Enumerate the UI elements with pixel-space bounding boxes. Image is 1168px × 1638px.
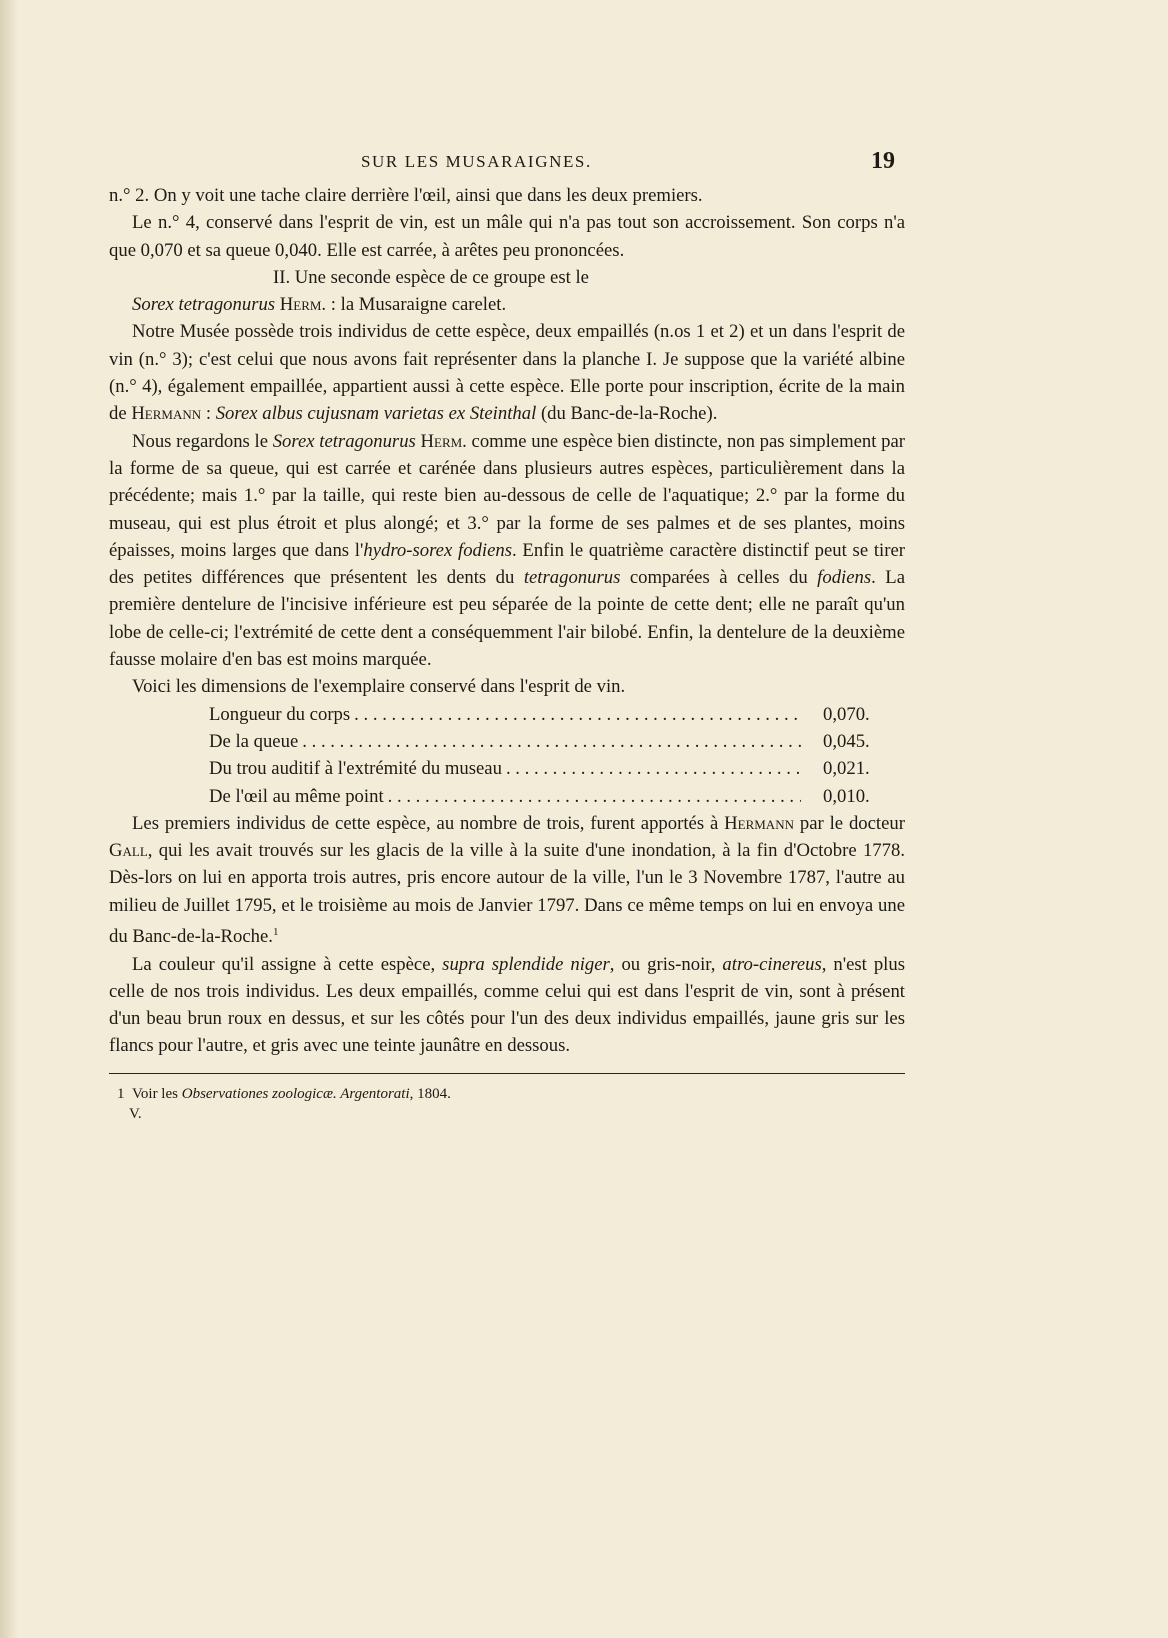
body-text-continued: [109, 810, 905, 1060]
paragraph-8: [109, 810, 905, 951]
text-span: La couleur qu'il assigne à cette espèce,: [132, 953, 443, 975]
species-name-line: [109, 291, 905, 318]
species-name: fodiens: [817, 567, 872, 589]
dimension-value: 0,045.: [823, 730, 870, 752]
dimension-row: [209, 755, 905, 782]
running-head: [109, 150, 905, 182]
footnote-marker: 1: [117, 1085, 125, 1102]
leader-dots: [388, 783, 801, 810]
footnote-rule: [109, 1073, 905, 1074]
author-abbrev: Herm.: [420, 430, 467, 452]
dimension-label: De l'œil au même point: [209, 785, 384, 807]
paragraph-2: Le n.° 4, conservé dans l'esprit de vin, est un mâle qui n'a pas tout son accroissement. Son corps n'a que 0,070 et sa queue 0,040. Elle est carrée, à arêtes peu prononcées.: [109, 212, 905, 261]
text-span: (du Banc-de-la-Roche).: [536, 403, 718, 425]
paragraph-1: n.° 2. On y voit une tache claire derrière l'œil, ainsi que dans les deux premiers.: [109, 185, 703, 206]
dimension-label: Longueur du corps: [209, 703, 351, 725]
text-span: Voir les: [132, 1085, 182, 1102]
leader-dots: [354, 701, 801, 728]
dimension-row: [209, 783, 905, 810]
paragraph-9: [109, 951, 905, 1060]
dimension-row: [209, 701, 905, 728]
paragraph-6: [109, 428, 905, 674]
text-block: [109, 150, 905, 1123]
text-span: . Enfin le quatrième caractère distinctif peut se tirer des petites différences que présentent les dents du: [109, 539, 905, 589]
text-span: . La première dentelure de l'incisive inférieure est peu séparée de la pointe de cette dent; elle ne paraît qu'un lobe de celle-ci; l'extrémité de cette dent a conséquemment l'air bilobé. Enfin, la dentelure de la deuxième fausse molaire d'en bas est moins marquée.: [109, 567, 905, 671]
author-name: Hermann: [724, 812, 794, 834]
body-text: [109, 182, 905, 701]
person-name: Gall: [109, 840, 148, 862]
signature-mark: V.: [129, 1105, 142, 1122]
species-name: hydro-sorex fodiens: [363, 539, 512, 561]
cited-work: Observationes zoologicæ. Argentorati: [181, 1085, 410, 1102]
species-name: Sorex tetragonurus: [132, 294, 276, 316]
section-heading: II. Une seconde espèce de ce groupe est le: [273, 266, 589, 288]
dimension-value: 0,021.: [823, 758, 870, 780]
page-number: 19: [871, 148, 895, 174]
page-edge-shadow: [0, 0, 18, 1638]
latin-phrase: supra splendide niger: [442, 953, 610, 975]
text-span: comme une espèce bien distincte, non pas simplement par la forme de sa queue, qui est carrée et carénée dans plusieurs autres espèces, particulièrement dans la précédente; mais 1.° par la taille, qui reste bien au-dessous de celle de l'aquatique; 2.° par la forme du museau, qui est plus étroit et plus alongé; et 3.° par la forme de ses palmes et de ses plantes, moins épaisses, moins larges que dans l': [109, 430, 906, 561]
text-span: :: [201, 403, 216, 425]
running-title: SUR LES MUSARAIGNES.: [361, 152, 592, 171]
dimension-value: 0,070.: [823, 703, 870, 725]
dimension-row: [209, 728, 905, 755]
text-span: par le docteur: [793, 812, 905, 834]
text-span: , qui les avait trouvés sur les glacis de la ville à la suite d'une inondation, à la fin d'Octobre 1778. Dès-lors on lui en apporta trois autres, pris encore autour de la ville, l'un le 3 Novembre 1787, l'autre au milieu de Juillet 1795, et le troisième au mois de Janvier 1797. Dans ce même temps on lui en envoya une du Banc-de-la-Roche.: [109, 840, 905, 948]
dimension-value: 0,010.: [823, 785, 870, 807]
dimension-label: De la queue: [209, 730, 299, 752]
dimensions-table: [109, 701, 905, 810]
text-span: , 1804.: [409, 1085, 451, 1102]
dimension-label: Du trou auditif à l'extrémité du museau: [209, 758, 502, 780]
text-span: Nous regardons le: [132, 430, 273, 452]
text-span: Les premiers individus de cette espèce, au nombre de trois, furent apportés à: [132, 812, 725, 834]
author-name: Hermann: [131, 403, 202, 425]
leader-dots: [506, 755, 801, 782]
paragraph-7: Voici les dimensions de l'exemplaire conservé dans l'esprit de vin.: [132, 676, 626, 698]
footnote: [109, 1084, 905, 1105]
leader-dots: [302, 728, 801, 755]
text-span: : la Musaraigne carelet.: [326, 294, 507, 316]
text-span: , n'est plus celle de nos trois individus. Les deux empaillés, comme celui qui est dans l'esprit de vin, sont à présent d'un beau brun roux en dessus, et sur les côtés pour l'un des deux individus empaillés, jaune gris sur les flancs pour l'autre, et gris avec une teinte jaunâtre en dessous.: [109, 953, 905, 1057]
species-name: tetragonurus: [523, 567, 621, 589]
text-span: Notre Musée possède trois individus de cette espèce, deux empaillés (n.os 1 et 2) et un dans l'esprit de vin (n.° 3); c'est celui que nous avons fait représenter dans la planche I. Je suppose que la variété albine (n.° 4), également empaillée, appartient aussi à cette espèce. Elle porte pour inscription, écrite de la main de: [109, 321, 905, 425]
text-span: , ou gris-noir,: [609, 953, 723, 975]
paragraph-5: [109, 318, 905, 427]
text-span: comparées à celles du: [620, 567, 818, 589]
footnote-ref: 1: [272, 926, 279, 939]
latin-phrase: atro-cinereus: [722, 953, 822, 975]
author-abbrev: Herm.: [279, 294, 327, 316]
species-name: Sorex tetragonurus: [272, 430, 416, 452]
inscription-text: Sorex albus cujusnam varietas ex Steinthal: [215, 403, 537, 425]
